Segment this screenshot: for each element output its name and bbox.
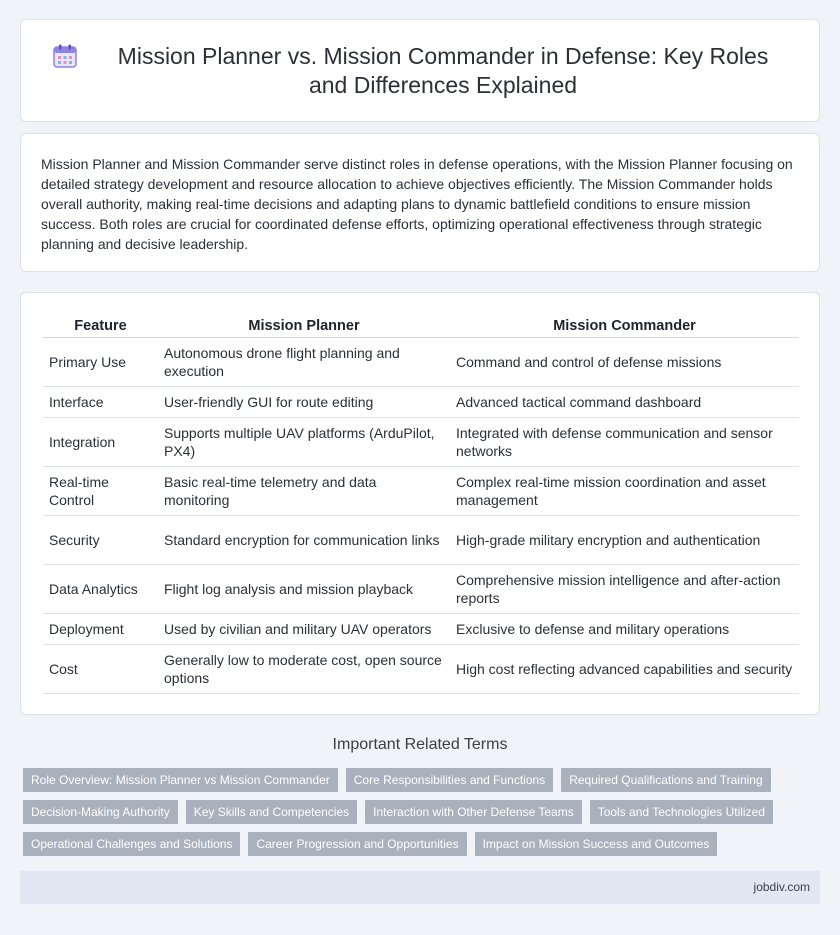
- comparison-table: [43, 313, 799, 694]
- commander-cell: High-grade military encryption and authentication: [450, 516, 799, 565]
- table-row: [43, 516, 799, 565]
- feature-cell: Integration: [43, 418, 158, 467]
- related-term-tag[interactable]: Key Skills and Competencies: [186, 800, 357, 824]
- related-terms-title: Important Related Terms: [332, 736, 508, 753]
- commander-cell: High cost reflecting advanced capabilities and security: [450, 645, 799, 694]
- commander-cell: Complex real-time mission coordination and asset management: [450, 467, 799, 516]
- commander-cell: Integrated with defense communication and sensor networks: [450, 418, 799, 467]
- related-term-tag[interactable]: Role Overview: Mission Planner vs Mission Commander: [23, 768, 338, 792]
- commander-cell: Command and control of defense missions: [450, 338, 799, 387]
- feature-cell: Primary Use: [43, 338, 158, 387]
- related-term-tag[interactable]: Career Progression and Opportunities: [248, 832, 466, 856]
- related-term-tag[interactable]: Core Responsibilities and Functions: [346, 768, 553, 792]
- feature-cell: Deployment: [43, 614, 158, 645]
- table-header-row: [43, 313, 799, 338]
- planner-cell: Standard encryption for communication links: [158, 516, 450, 565]
- related-term-tag[interactable]: Tools and Technologies Utilized: [590, 800, 773, 824]
- header-card: [20, 19, 820, 122]
- feature-cell: Real-time Control: [43, 467, 158, 516]
- summary-text: Mission Planner and Mission Commander serve distinct roles in defense operations, with the Mission Planner focusing on detailed strategy development and resource allocation to achieve objectives efficiently. The Mission Commander holds overall authority, making real-time decisions and adapting plans to dynamic battlefield conditions to ensure mission success. Both roles are crucial for coordinated defense efforts, optimizing operational effectiveness through strategic planning and decisive leadership.: [41, 156, 793, 252]
- summary-card: [20, 133, 820, 272]
- planner-cell: Supports multiple UAV platforms (ArduPilot, PX4): [158, 418, 450, 467]
- table-row: [43, 387, 799, 418]
- commander-cell: Exclusive to defense and military operations: [450, 614, 799, 645]
- page-title: Mission Planner vs. Mission Commander in Defense: Key Roles and Differences Explained: [117, 42, 769, 98]
- related-terms-list: [23, 768, 823, 856]
- footer-site-link[interactable]: jobdiv.com: [753, 880, 810, 894]
- header-mission-planner: Mission Planner: [158, 313, 450, 338]
- feature-cell: Cost: [43, 645, 158, 694]
- commander-cell: Comprehensive mission intelligence and after-action reports: [450, 565, 799, 614]
- table-row: [43, 467, 799, 516]
- header-feature: Feature: [43, 313, 158, 338]
- table-row: [43, 418, 799, 467]
- feature-cell: Security: [43, 516, 158, 565]
- related-term-tag[interactable]: Operational Challenges and Solutions: [23, 832, 240, 856]
- planner-cell: User-friendly GUI for route editing: [158, 387, 450, 418]
- calendar-icon: [51, 42, 79, 70]
- commander-cell: Advanced tactical command dashboard: [450, 387, 799, 418]
- table-row: [43, 338, 799, 387]
- header-mission-commander: Mission Commander: [450, 313, 799, 338]
- table-row: [43, 645, 799, 694]
- related-term-tag[interactable]: Interaction with Other Defense Teams: [365, 800, 582, 824]
- planner-cell: Basic real-time telemetry and data monitoring: [158, 467, 450, 516]
- table-row: [43, 565, 799, 614]
- related-term-tag[interactable]: Required Qualifications and Training: [561, 768, 770, 792]
- related-term-tag[interactable]: Decision-Making Authority: [23, 800, 178, 824]
- planner-cell: Autonomous drone flight planning and execution: [158, 338, 450, 387]
- comparison-card: [20, 292, 820, 715]
- feature-cell: Interface: [43, 387, 158, 418]
- table-row: [43, 614, 799, 645]
- feature-cell: Data Analytics: [43, 565, 158, 614]
- planner-cell: Flight log analysis and mission playback: [158, 565, 450, 614]
- planner-cell: Generally low to moderate cost, open source options: [158, 645, 450, 694]
- planner-cell: Used by civilian and military UAV operators: [158, 614, 450, 645]
- footer: [20, 871, 820, 904]
- related-term-tag[interactable]: Impact on Mission Success and Outcomes: [475, 832, 718, 856]
